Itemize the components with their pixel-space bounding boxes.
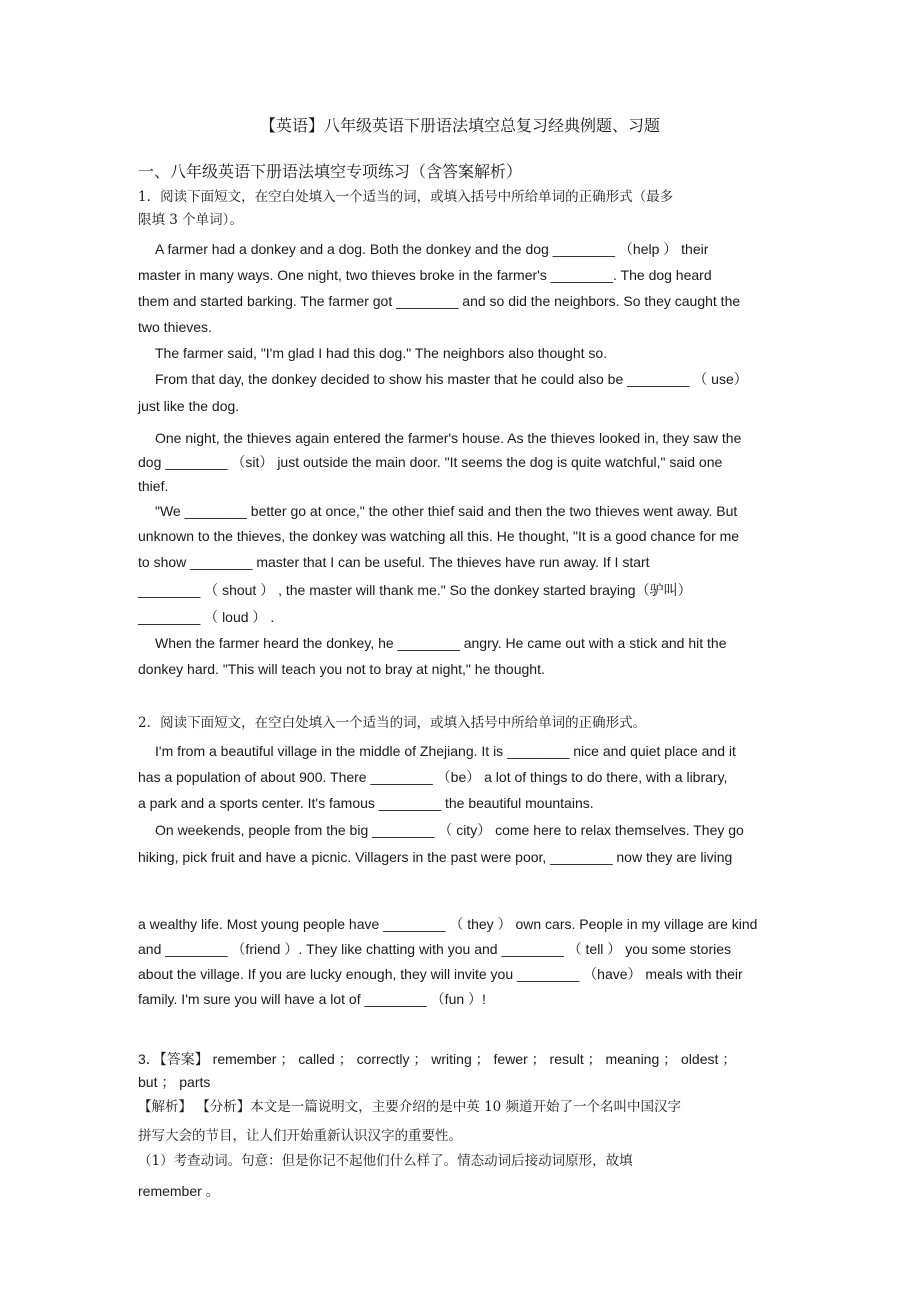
q2-text-line: a park and a sports center. It's famous ________ the beautiful mountains. bbox=[138, 795, 594, 811]
q1-text-line: When the farmer heard the donkey, he ________ angry. He came out with a stick and hit the bbox=[155, 635, 727, 651]
q1-text-line: just like the dog. bbox=[138, 398, 240, 414]
section-heading: 一、八年级英语下册语法填空专项练习（含答案解析） bbox=[138, 162, 523, 181]
q1-text-line: "We ________ better go at once," the other thief said and then the two thieves went away. But bbox=[155, 503, 738, 519]
q2-text-line: a wealthy life. Most young people have ________ （ they ） own cars. People in my village are kind bbox=[138, 916, 758, 932]
q2-text-line: On weekends, people from the big ________ （ city） come here to relax themselves. They go bbox=[155, 822, 744, 838]
q1-instruction-line-1: 1．阅读下面短文，在空白处填入一个适当的词，或填入括号中所给单词的正确形式（最多 bbox=[138, 189, 674, 205]
page-title: 【英语】八年级英语下册语法填空总复习经典例题、习题 bbox=[260, 116, 661, 135]
q1-instruction-line-2: 限填 3 个单词）。 bbox=[138, 212, 243, 228]
q1-text-line: them and started barking. The farmer got ________ and so did the neighbors. So they caught the bbox=[138, 293, 741, 309]
q2-text-line: has a population of about 900. There ________ （be） a lot of things to do there, with a library, bbox=[138, 769, 728, 785]
q1-text-line: One night, the thieves again entered the farmer's house. As the thieves looked in, they saw the bbox=[155, 430, 742, 446]
q3-analysis-line: remember 。 bbox=[138, 1183, 220, 1199]
q1-text-line: to show ________ master that I can be useful. The thieves have run away. If I start bbox=[138, 554, 650, 570]
q1-text-line: From that day, the donkey decided to show his master that he could also be ________ （ use） bbox=[155, 371, 748, 387]
q1-text-line: two thieves. bbox=[138, 319, 212, 335]
q2-text-line: family. I'm sure you will have a lot of ________ （fun ）! bbox=[138, 991, 486, 1007]
q2-text-line: I'm from a beautiful village in the middle of Zhejiang. It is ________ nice and quiet place and it bbox=[155, 743, 736, 759]
q3-analysis-line: 拼写大会的节目，让人们开始重新认识汉字的重要性。 bbox=[138, 1128, 462, 1144]
q1-text-line: A farmer had a donkey and a dog. Both the donkey and the dog ________ （help ） their bbox=[155, 241, 709, 257]
q1-text-line: master in many ways. One night, two thieves broke in the farmer's ________. The dog heard bbox=[138, 267, 712, 283]
q2-text-line: hiking, pick fruit and have a picnic. Villagers in the past were poor, ________ now they are living bbox=[138, 849, 733, 865]
q3-analysis-line: 【解析】 【分析】本文是一篇说明文，主要介绍的是中英 10 频道开始了一个名叫中国汉字 bbox=[138, 1099, 682, 1115]
q2-text-line: about the village. If you are lucky enough, they will invite you ________ （have） meals with their bbox=[138, 966, 743, 982]
q1-text-line: thief. bbox=[138, 478, 169, 494]
q3-answer-line-2: but ； parts bbox=[138, 1074, 211, 1090]
q1-text-line: unknown to the thieves, the donkey was watching all this. He thought, "It is a good chance for me bbox=[138, 528, 740, 544]
q3-analysis-line: （1）考查动词。句意：但是你记不起他们什么样了。情态动词后接动词原形，故填 bbox=[138, 1153, 633, 1169]
q1-text-line: The farmer said, "I'm glad I had this dog." The neighbors also thought so. bbox=[155, 345, 608, 361]
q1-text-line: ________ （ loud ） . bbox=[138, 609, 275, 625]
q1-text-line: ________ （ shout ） , the master will thank me." So the donkey started braying（驴叫） bbox=[138, 582, 692, 598]
q1-text-line: donkey hard. "This will teach you not to bray at night," he thought. bbox=[138, 661, 545, 677]
q2-instruction: 2．阅读下面短文，在空白处填入一个适当的词，或填入括号中所给单词的正确形式。 bbox=[138, 715, 647, 731]
q3-answer-line-1: 3．【答案】 remember ； called ； correctly ； writing ； fewer ； result ； meaning ； oldest ； bbox=[138, 1051, 737, 1067]
q2-text-line: and ________ （friend ）. They like chatting with you and ________ （ tell ） you some stories bbox=[138, 941, 732, 957]
q1-text-line: dog ________ （sit） just outside the main door. "It seems the dog is quite watchful," said one bbox=[138, 454, 723, 470]
